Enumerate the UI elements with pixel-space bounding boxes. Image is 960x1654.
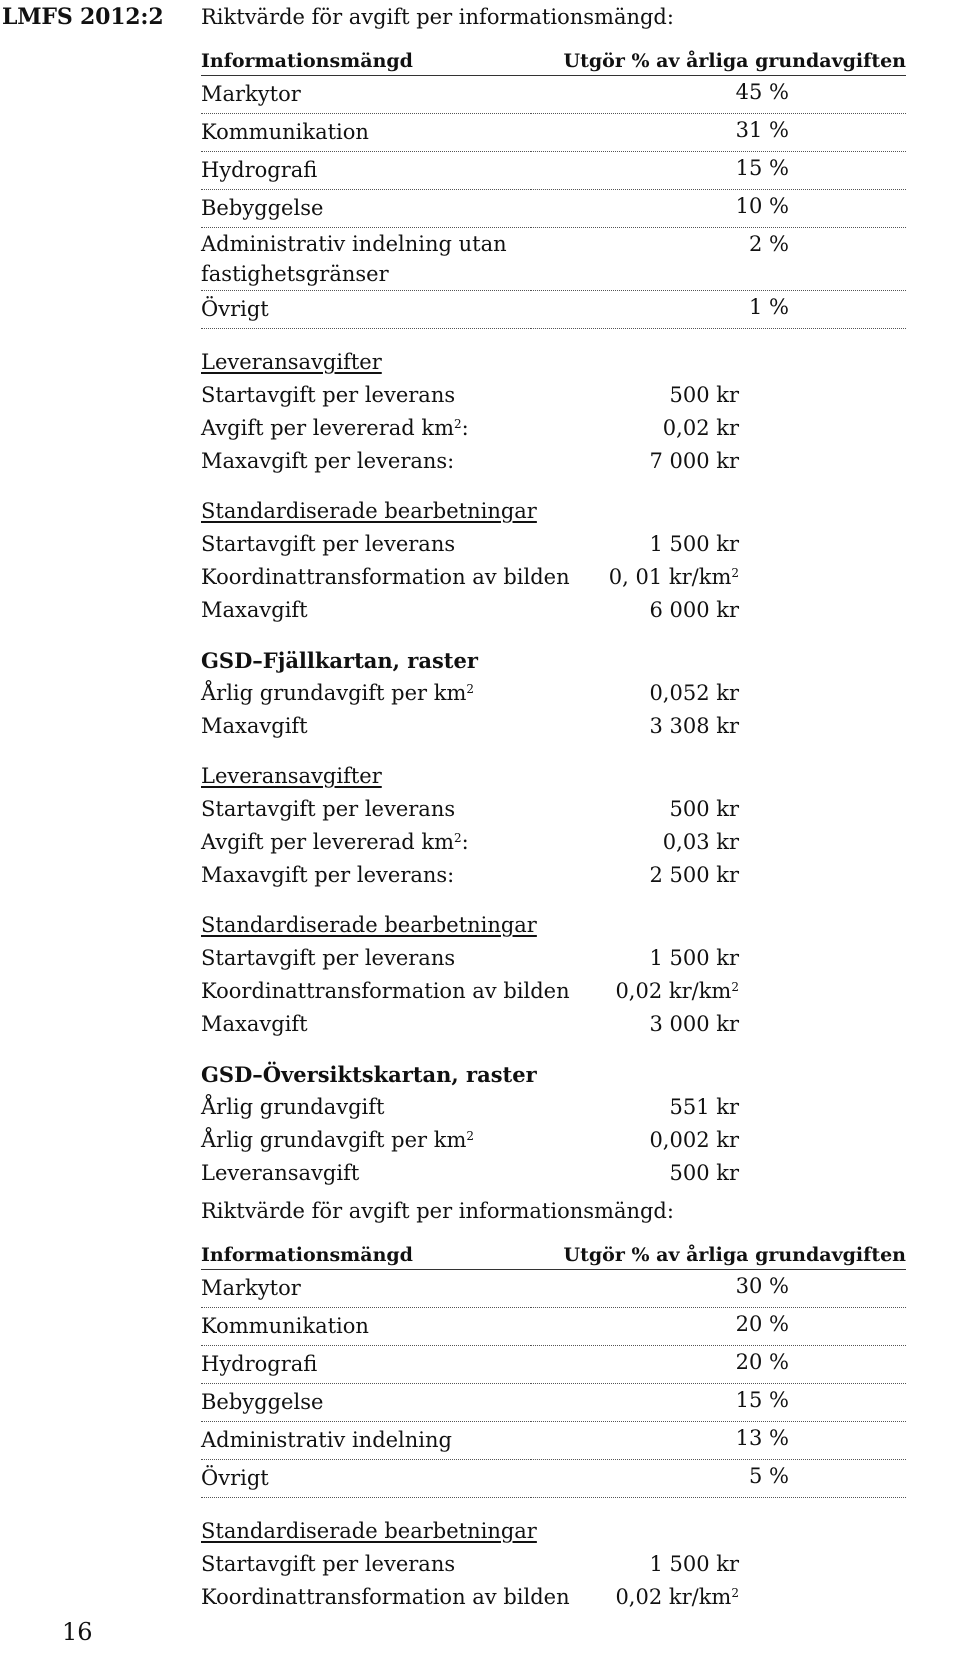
fee-value: 0,02 $kr/km^2$ xyxy=(615,1585,739,1609)
col-header-information: Informationsmängd xyxy=(201,1244,413,1266)
fee-label: Koordinattransformation av bilden xyxy=(201,565,570,589)
table-row xyxy=(201,1384,906,1422)
table-header-row xyxy=(201,1228,906,1270)
fee-row xyxy=(201,826,921,859)
row-label-line-1: Administrativ indelning utan xyxy=(201,232,507,256)
row-label: Hydrografi xyxy=(201,158,318,182)
row-value: 15 % xyxy=(735,156,789,180)
fee-label: Maxavgift xyxy=(201,598,308,622)
row-label: Bebyggelse xyxy=(201,1390,324,1414)
fee-value: 3 000 kr xyxy=(649,1012,739,1036)
fee-label: Avgift per levererad $km^2$: xyxy=(201,830,469,854)
fee-value: 0,02 $kr/km^2$ xyxy=(615,979,739,1003)
fee-row xyxy=(201,1581,921,1614)
fee-row xyxy=(201,975,921,1008)
section-delivery-fees-1 xyxy=(201,346,921,478)
fee-row xyxy=(201,710,921,743)
row-value: 45 % xyxy=(735,80,789,104)
fee-value: 1 500 kr xyxy=(649,532,739,556)
table-row xyxy=(201,114,906,152)
fee-label: Startavgift per leverans xyxy=(201,383,456,407)
fee-value: 0, 01 $kr/km^2$ xyxy=(608,565,739,589)
section-delivery-fees-2 xyxy=(201,760,921,892)
fee-label: Startavgift per leverans xyxy=(201,1552,456,1576)
section-standard-processing-1 xyxy=(201,495,921,627)
fee-value: 500 kr xyxy=(669,383,739,407)
row-value: 5 % xyxy=(749,1464,789,1488)
table-row xyxy=(201,1308,906,1346)
fee-row xyxy=(201,1091,921,1124)
row-value: 13 % xyxy=(735,1426,789,1450)
section-title: GSD–Översiktskartan, raster xyxy=(201,1062,537,1087)
fee-label: Startavgift per leverans xyxy=(201,532,456,556)
fee-row xyxy=(201,677,921,710)
row-value: 20 % xyxy=(735,1312,789,1336)
row-value: 10 % xyxy=(735,194,789,218)
row-label: Övrigt xyxy=(201,297,269,321)
row-label: Kommunikation xyxy=(201,120,369,144)
fee-value: 7 000 kr xyxy=(649,449,739,473)
row-label: Kommunikation xyxy=(201,1314,369,1338)
row-label: Markytor xyxy=(201,82,301,106)
row-label: Hydrografi xyxy=(201,1352,318,1376)
fee-value: 3 308 kr xyxy=(649,714,739,738)
table-header-row xyxy=(201,34,906,76)
section-title: GSD–Fjällkartan, raster xyxy=(201,648,478,673)
fee-label: Maxavgift xyxy=(201,1012,308,1036)
fee-label: Årlig grundavgift per $km^2$ xyxy=(201,681,475,705)
section-gsd-fjallkartan xyxy=(201,644,921,743)
fee-row xyxy=(201,528,921,561)
fee-value: 0,052 kr xyxy=(649,681,739,705)
col-header-share: Utgör % av årliga grundavgiften xyxy=(563,50,906,72)
fee-row xyxy=(201,445,921,478)
table1-intro: Riktvärde för avgift per informationsmängd: xyxy=(201,5,674,29)
fee-label: Maxavgift per leverans: xyxy=(201,863,455,887)
section-title: Standardiserade bearbetningar xyxy=(201,1519,537,1543)
table-row xyxy=(201,190,906,228)
document-id: LMFS 2012:2 xyxy=(2,4,164,30)
fee-label: Leveransavgift xyxy=(201,1161,360,1185)
fee-value: 1 500 kr xyxy=(649,1552,739,1576)
row-value: 15 % xyxy=(735,1388,789,1412)
col-header-share: Utgör % av årliga grundavgiften xyxy=(563,1244,906,1266)
fee-value: 6 000 kr xyxy=(649,598,739,622)
row-value: 2 % xyxy=(749,232,789,256)
fee-row xyxy=(201,412,921,445)
information-share-table-1 xyxy=(201,34,906,329)
fee-row xyxy=(201,1157,921,1190)
table-row xyxy=(201,1346,906,1384)
section-title: Leveransavgifter xyxy=(201,350,382,374)
fee-value: 2 500 kr xyxy=(649,863,739,887)
fee-row xyxy=(201,379,921,412)
fee-value: 0,03 kr xyxy=(662,830,739,854)
fee-row xyxy=(201,1548,921,1581)
fee-label: Avgift per levererad $km^2$: xyxy=(201,416,469,440)
col-header-information: Informationsmängd xyxy=(201,50,413,72)
fee-value: 500 kr xyxy=(669,1161,739,1185)
section-standard-processing-2 xyxy=(201,909,921,1041)
section-title: Leveransavgifter xyxy=(201,764,382,788)
fee-row xyxy=(201,793,921,826)
row-label-line-2: fastighetsgränser xyxy=(201,262,389,286)
row-value: 31 % xyxy=(735,118,789,142)
table-row xyxy=(201,1422,906,1460)
fee-label: Koordinattransformation av bilden xyxy=(201,1585,570,1609)
section-title: Standardiserade bearbetningar xyxy=(201,499,537,523)
fee-label: Startavgift per leverans xyxy=(201,946,456,970)
fee-value: 1 500 kr xyxy=(649,946,739,970)
row-value: 20 % xyxy=(735,1350,789,1374)
table-row xyxy=(201,76,906,114)
information-share-table-2 xyxy=(201,1228,906,1498)
row-value: 30 % xyxy=(735,1274,789,1298)
page-content xyxy=(201,0,921,1614)
fee-label: Startavgift per leverans xyxy=(201,797,456,821)
page-number: 16 xyxy=(62,1618,93,1646)
fee-label: Maxavgift xyxy=(201,714,308,738)
fee-label: Maxavgift per leverans: xyxy=(201,449,455,473)
row-label: Övrigt xyxy=(201,1466,269,1490)
row-label xyxy=(201,228,531,291)
fee-row xyxy=(201,594,921,627)
fee-row xyxy=(201,561,921,594)
row-label: Administrativ indelning xyxy=(201,1428,452,1452)
fee-value: 551 kr xyxy=(669,1095,739,1119)
table-row xyxy=(201,1460,906,1498)
table-row xyxy=(201,228,906,291)
fee-value: 0,002 kr xyxy=(649,1128,739,1152)
fee-row xyxy=(201,1008,921,1041)
fee-value: 500 kr xyxy=(669,797,739,821)
row-label: Bebyggelse xyxy=(201,196,324,220)
fee-label: Årlig grundavgift per $km^2$ xyxy=(201,1128,475,1152)
fee-label: Årlig grundavgift xyxy=(201,1095,385,1119)
section-standard-processing-3 xyxy=(201,1515,921,1614)
table-row xyxy=(201,291,906,329)
fee-row xyxy=(201,859,921,892)
fee-row xyxy=(201,942,921,975)
fee-value: 0,02 kr xyxy=(662,416,739,440)
row-label: Markytor xyxy=(201,1276,301,1300)
table-row xyxy=(201,1270,906,1308)
row-value: 1 % xyxy=(749,295,789,319)
table-row xyxy=(201,152,906,190)
fee-row xyxy=(201,1124,921,1157)
fee-label: Koordinattransformation av bilden xyxy=(201,979,570,1003)
section-gsd-oversiktskartan xyxy=(201,1058,921,1190)
table2-intro: Riktvärde för avgift per informationsmängd: xyxy=(201,1199,674,1223)
section-title: Standardiserade bearbetningar xyxy=(201,913,537,937)
